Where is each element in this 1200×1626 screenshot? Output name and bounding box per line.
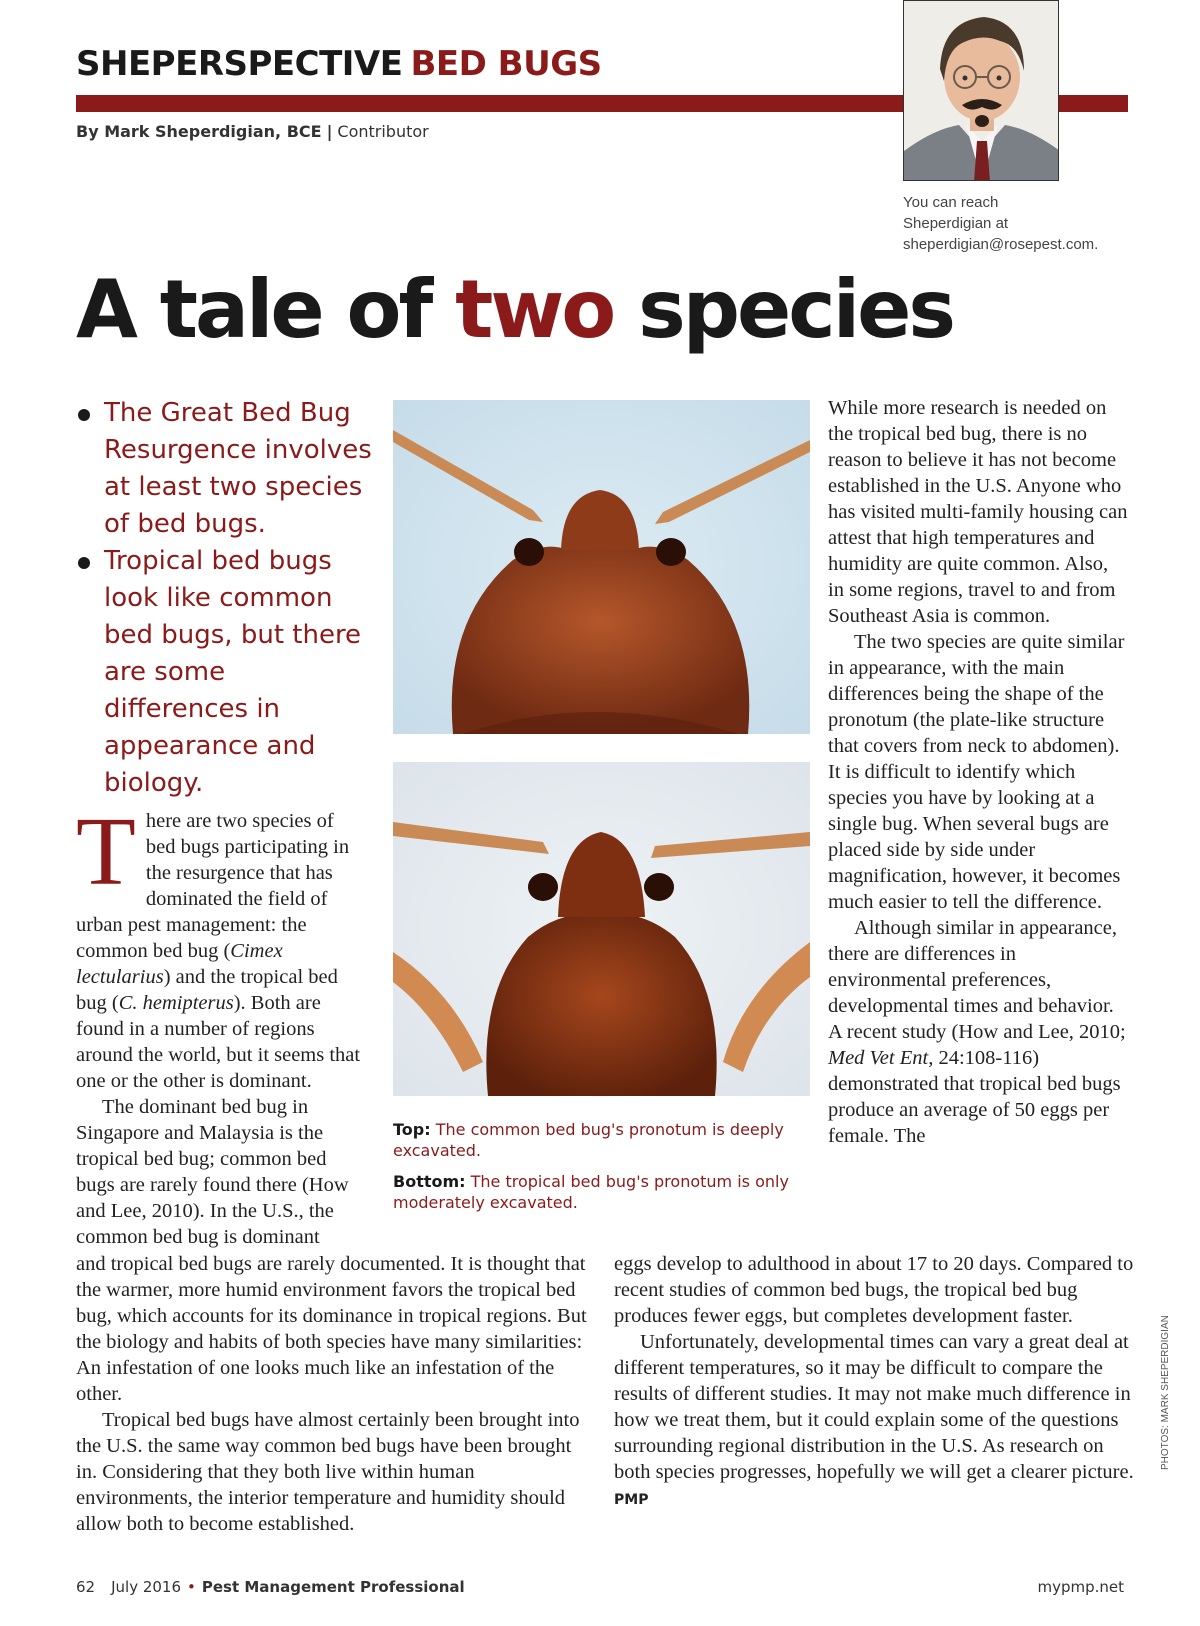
section-kicker bbox=[76, 44, 602, 84]
article-paragraph bbox=[828, 915, 1128, 1149]
summary-bullet: The Great Bed Bug Resurgence involves at least two species of bed bugs. bbox=[76, 395, 376, 543]
drop-cap: T bbox=[76, 798, 136, 906]
page-footer bbox=[76, 1578, 465, 1596]
journal-name: Med Vet Ent, bbox=[828, 1047, 934, 1069]
article-paragraph bbox=[614, 1329, 1134, 1513]
byline bbox=[76, 122, 429, 141]
text-run: ). Both are found in a number of regions around the world, but it seems that one or the other is dominant. bbox=[76, 992, 361, 1092]
issue-date: July 2016 bbox=[111, 1578, 182, 1596]
caption-top-label: Top: bbox=[393, 1120, 431, 1139]
text-run: here are two species of bed bugs participating in the resurgence that has dominated the field of urban pest management: the common bed bug ( bbox=[76, 810, 350, 962]
tropical-bed-bug-photo bbox=[393, 762, 810, 1096]
website-link[interactable]: mypmp.net bbox=[1037, 1578, 1124, 1596]
author-name: By Mark Sheperdigian, BCE bbox=[76, 122, 322, 141]
article-paragraph: Tropical bed bugs have almost certainly been brought into the U.S. the same way common bed bugs have been brought in. Considering that they both live within human environments, the interior temperature and humidity should allow both to become established. bbox=[76, 1409, 580, 1535]
photo-captions bbox=[393, 1119, 793, 1223]
species-name: Cimex lectularius bbox=[76, 940, 283, 988]
text-run: 24:108-116) demonstrated that tropical bed bugs produce an average of 50 eggs per female. The bbox=[828, 1047, 1121, 1147]
contact-note bbox=[903, 192, 1133, 255]
article-paragraph: eggs develop to adulthood in about 17 to 20 days. Compared to recent studies of common bed bugs, the tropical bed bug produces fewer eggs, but completes development faster. bbox=[614, 1253, 1134, 1327]
caption-bottom bbox=[393, 1171, 793, 1213]
article-paragraph: The two species are quite similar in appearance, with the main differences being the shape of the pronotum (the plate-like structure that covers from neck to abdomen). It is difficult to identify which species you have by looking at a single bug. When several bugs are placed side by side under magnification, however, it becomes much easier to tell the difference. bbox=[828, 631, 1125, 913]
caption-bottom-label: Bottom: bbox=[393, 1172, 466, 1191]
species-name: C. hemipterus bbox=[118, 992, 234, 1014]
byline-separator: | bbox=[326, 122, 333, 141]
end-mark: PMP bbox=[614, 1492, 649, 1508]
caption-bottom-text: The tropical bed bug's pronotum is only moderately excavated. bbox=[393, 1172, 789, 1212]
headline-part-1: A tale of bbox=[76, 263, 431, 356]
kicker-black: SHEPERSPECTIVE bbox=[76, 44, 403, 84]
summary-bullet: Tropical bed bugs look like common bed bugs, but there are some differences in appearance and biology. bbox=[76, 543, 376, 802]
text-run: ) and the tropical bed bug ( bbox=[76, 966, 338, 1014]
article-span-right bbox=[614, 1251, 1134, 1513]
article-paragraph: The dominant bed bug in Singapore and Malaysia is the tropical bed bug; common bed bugs are rarely found there (How and Lee, 2010). In the U.S., the common bed bug is dominant bbox=[76, 1096, 349, 1248]
article-headline bbox=[76, 263, 953, 356]
author-portrait bbox=[903, 0, 1059, 181]
article-paragraph: While more research is needed on the tropical bed bug, there is no reason to believe it has not become established in the U.S. Anyone who has visited multi-family housing can attest that high temperatures and humidity are quite common. Also, in some regions, travel to and from Southeast Asia is common. bbox=[828, 397, 1128, 627]
contact-line-2: Sheperdigian at bbox=[903, 215, 1009, 232]
contact-line-1: You can reach bbox=[903, 194, 999, 211]
footer-bullet: • bbox=[187, 1578, 196, 1596]
publication-name: Pest Management Professional bbox=[201, 1578, 465, 1596]
common-bed-bug-photo bbox=[393, 400, 810, 734]
contact-email[interactable]: sheperdigian@rosepest.com. bbox=[903, 236, 1099, 253]
headline-highlight: two bbox=[455, 263, 614, 356]
caption-top-text: The common bed bug's pronotum is deeply excavated. bbox=[393, 1120, 784, 1160]
kicker-red: BED BUGS bbox=[410, 44, 602, 84]
headline-part-3: species bbox=[638, 263, 953, 356]
page-number: 62 bbox=[76, 1578, 96, 1596]
text-run: Although similar in appearance, there are differences in environmental preferences, developmental times and behavior. A recent study (How and Lee, 2010; bbox=[828, 917, 1126, 1043]
article-paragraph bbox=[76, 798, 361, 1094]
article-column-left bbox=[76, 798, 361, 1250]
article-span-left bbox=[76, 1251, 596, 1537]
summary-bullets bbox=[76, 395, 376, 802]
text-run: Unfortunately, developmental times can vary a great deal at different temperatures, so it may be difficult to compare the results of different studies. It may not make much difference in how we treat them, but it could explain some of the questions surrounding regional distribution in the U.S. As research on both species progresses, hopefully we will get a clearer picture. bbox=[614, 1331, 1134, 1483]
article-column-right bbox=[828, 395, 1128, 1149]
photo-credit: PHOTOS: MARK SHEPERDIGIAN bbox=[1160, 1315, 1171, 1470]
caption-top bbox=[393, 1119, 793, 1161]
article-paragraph: and tropical bed bugs are rarely documented. It is thought that the warmer, more humid environment favors the tropical bed bug, which accounts for its dominance in tropical regions. But the biology and habits of both species have many similarities: An infestation of one looks much like an infestation of the other. bbox=[76, 1253, 587, 1405]
author-role: Contributor bbox=[337, 122, 429, 141]
